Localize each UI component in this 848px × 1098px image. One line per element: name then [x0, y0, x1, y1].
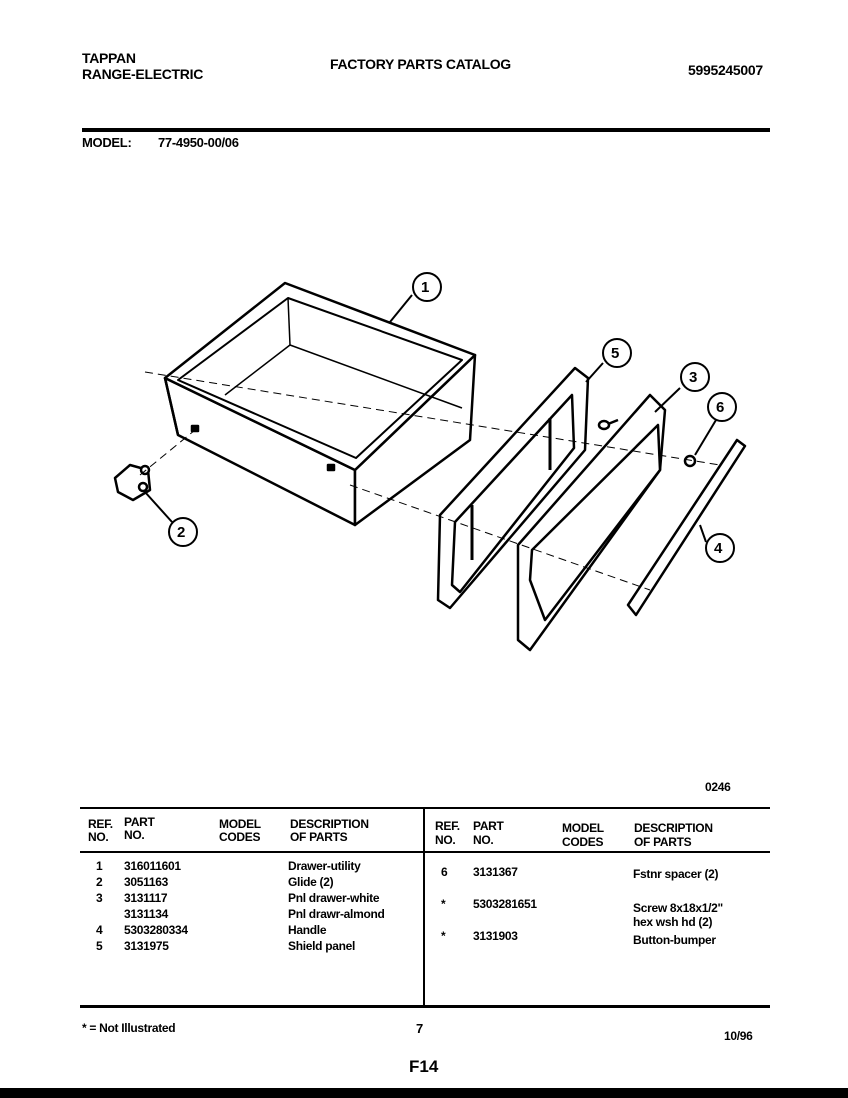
- part-description: Handle: [288, 923, 327, 937]
- model-label: MODEL:: [82, 135, 132, 150]
- callout-label-2: 2: [177, 524, 186, 541]
- part-number: 5303281651: [473, 897, 537, 911]
- header-model: CODES: [219, 830, 261, 844]
- header-description: DESCRIPTION: [290, 817, 369, 831]
- callout-label-5: 5: [611, 345, 620, 362]
- drawer-utility-part: [165, 283, 475, 525]
- header-part: PART: [473, 819, 504, 833]
- part-number: 3131903: [473, 929, 518, 943]
- ref-number: *: [441, 897, 446, 911]
- header-part: PART: [124, 815, 155, 829]
- part-description: Shield panel: [288, 939, 356, 953]
- brand: TAPPAN: [82, 50, 136, 66]
- part-description: Glide (2): [288, 875, 334, 889]
- ref-number: 4: [96, 923, 103, 937]
- ref-number: 3: [96, 891, 103, 905]
- page-number: 7: [416, 1021, 423, 1036]
- fastener-spacer-part: [685, 456, 695, 466]
- part-description: hex wsh hd (2): [633, 915, 713, 929]
- ref-number: 6: [441, 865, 448, 879]
- page-code: F14: [409, 1057, 439, 1076]
- header-part: NO.: [124, 828, 145, 842]
- part-number: 3131117: [124, 891, 168, 905]
- table-divider: [423, 807, 425, 1007]
- table-top-rule: [80, 807, 770, 809]
- part-description: Screw 8x18x1/2": [633, 901, 723, 915]
- page-title: FACTORY PARTS CATALOG: [330, 56, 511, 72]
- part-number: 3131134: [124, 907, 168, 921]
- part-description: Drawer-utility: [288, 859, 361, 873]
- glide-part: [115, 465, 150, 500]
- callout-label-6: 6: [716, 399, 725, 416]
- screw-part: [599, 420, 618, 429]
- header-description: OF PARTS: [290, 830, 348, 844]
- ref-number: 5: [96, 939, 103, 953]
- revision-date: 10/96: [724, 1029, 753, 1043]
- ref-number: 2: [96, 875, 103, 889]
- header-ref: NO.: [88, 830, 109, 844]
- part-description: Button-bumper: [633, 933, 716, 947]
- part-number: 3131975: [124, 939, 169, 953]
- header-part: NO.: [473, 833, 494, 847]
- table-bottom-rule: [80, 1005, 770, 1008]
- part-number: 5303280334: [124, 923, 188, 937]
- part-description: Pnl drawr-almond: [288, 907, 385, 921]
- callout-label-1: 1: [421, 279, 430, 296]
- header-model: MODEL: [219, 817, 261, 831]
- header-model: CODES: [562, 835, 604, 849]
- header-ref: REF.: [435, 819, 460, 833]
- header-description: OF PARTS: [634, 835, 692, 849]
- callout-label-4: 4: [714, 540, 723, 557]
- part-number: 316011601: [124, 859, 181, 873]
- header-ref: NO.: [435, 833, 456, 847]
- model-value: 77-4950-00/06: [158, 135, 239, 150]
- header-ref: REF.: [88, 817, 113, 831]
- ref-number: *: [441, 929, 446, 943]
- product-type: RANGE-ELECTRIC: [82, 66, 204, 82]
- table-header-rule: [80, 851, 770, 853]
- part-description: Fstnr spacer (2): [633, 867, 719, 881]
- not-illustrated-note: * = Not Illustrated: [82, 1021, 176, 1035]
- part-number: 3131367: [473, 865, 518, 879]
- figure-code: 0246: [705, 780, 731, 794]
- part-number: 3051163: [124, 875, 168, 889]
- ref-number: 1: [96, 859, 103, 873]
- catalog-number: 5995245007: [688, 62, 763, 78]
- header-model: MODEL: [562, 821, 604, 835]
- header-description: DESCRIPTION: [634, 821, 713, 835]
- callout-label-3: 3: [689, 369, 698, 386]
- part-description: Pnl drawer-white: [288, 891, 380, 905]
- bottom-border: [0, 1088, 848, 1098]
